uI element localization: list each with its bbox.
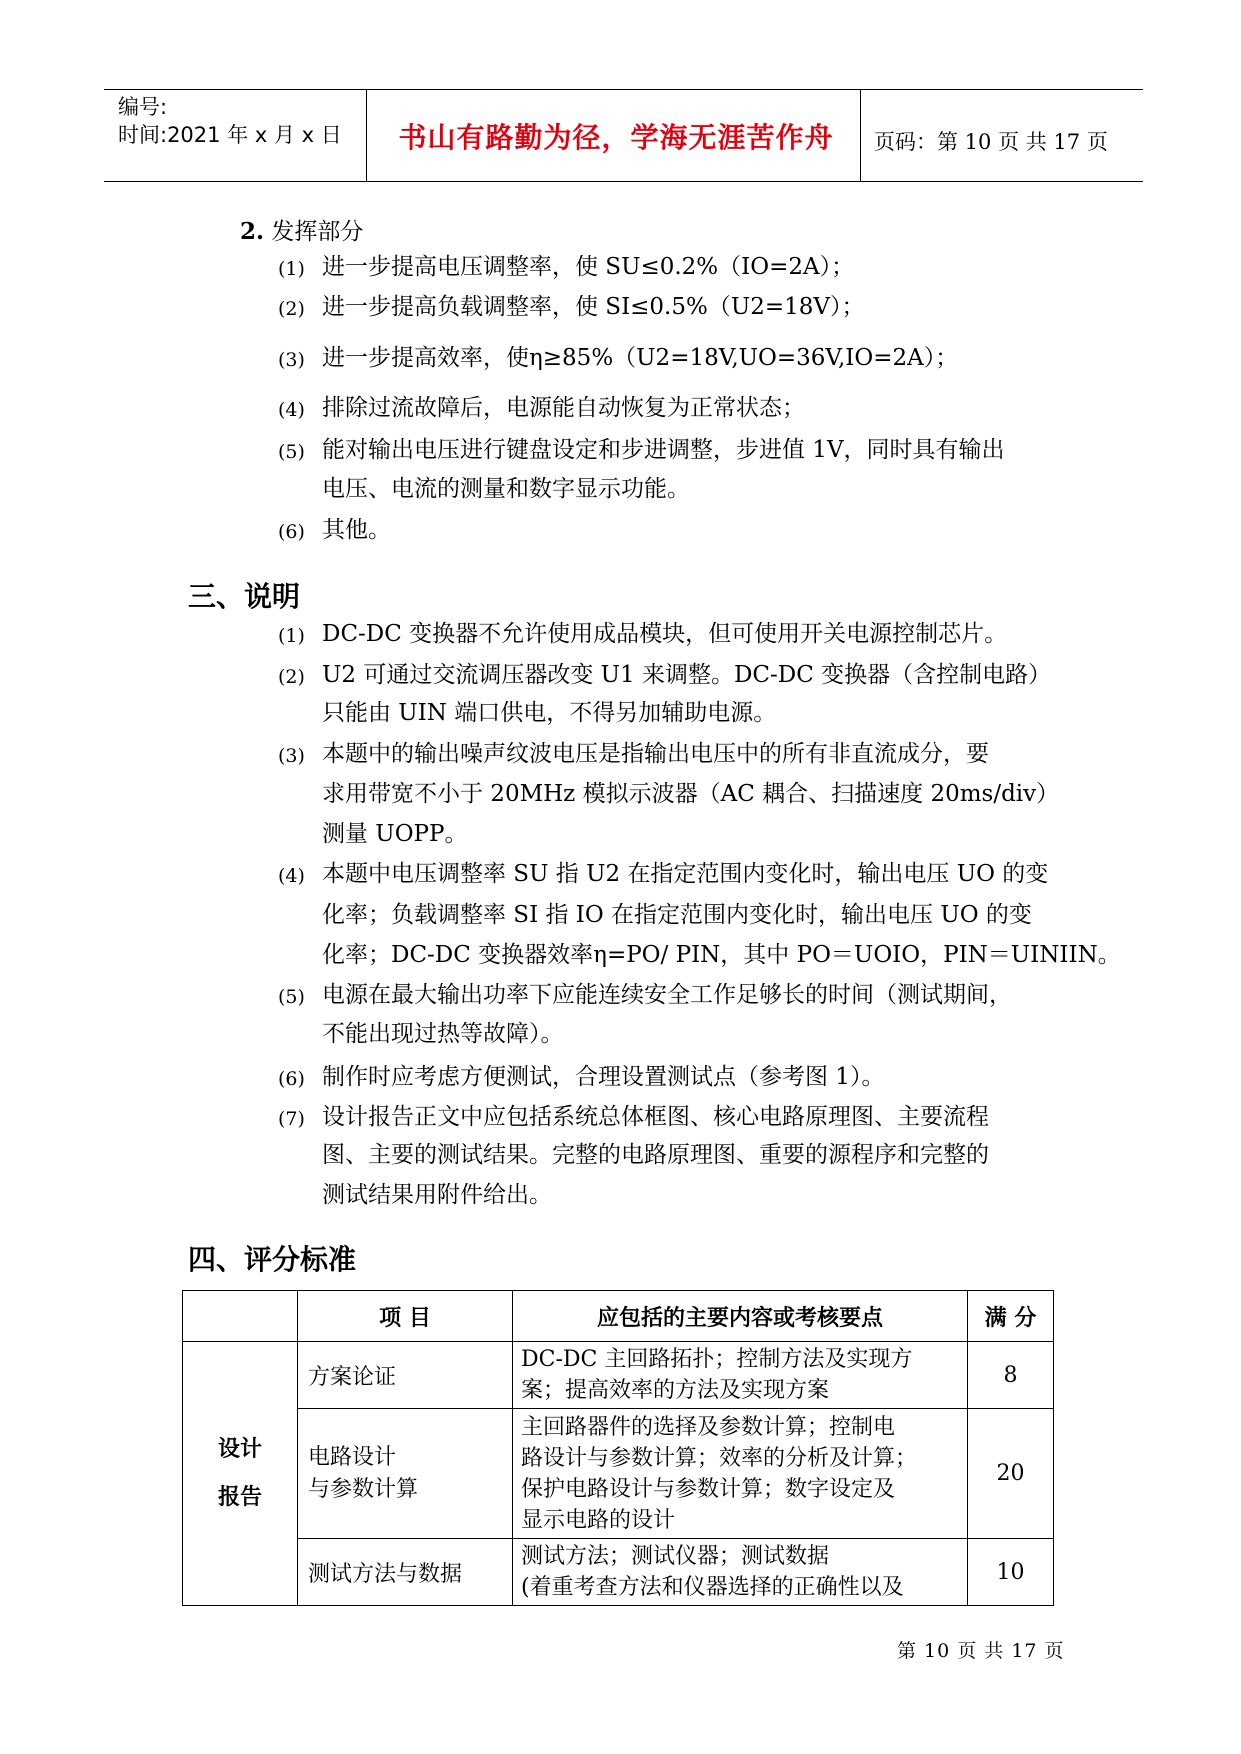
table-category-cell [183, 1342, 298, 1606]
list-item-line: 测量 UOPP。 [322, 821, 468, 847]
list-item-number: (2) [278, 666, 305, 688]
item-line: 与参数计算 [308, 1476, 419, 1502]
table-row [183, 1539, 1054, 1606]
list-item-line: 化率；DC-DC 变换器效率η=PO/ PIN，其中 PO＝UOIO，PIN＝UINIIN。 [322, 942, 1121, 968]
list-item-line: 电压、电流的测量和数字显示功能。 [322, 476, 690, 502]
list-item-line: 本题中的输出噪声纹波电压是指输出电压中的所有非直流成分，要 [322, 741, 989, 767]
table-item-cell [298, 1342, 513, 1409]
page-footer: 第 10 页 共 17 页 [897, 1640, 1065, 1662]
list-item-number: (4) [278, 399, 305, 421]
header-meta [118, 93, 342, 149]
content-line: DC-DC 主回路拓扑；控制方法及实现方 [521, 1347, 913, 1372]
header-bottom-rule [104, 181, 1143, 182]
part2-heading [240, 213, 363, 246]
list-item-line: 设计报告正文中应包括系统总体框图、核心电路原理图、主要流程 [322, 1104, 989, 1130]
table-header-cell: 满 分 [968, 1291, 1054, 1342]
list-item-line: 进一步提高电压调整率，使 SU≤0.2%（IO=2A）； [322, 254, 855, 280]
list-item-number: (1) [278, 258, 305, 280]
list-item-line: 求用带宽不小于 20MHz 模拟示波器（AC 耦合、扫描速度 20ms/div） [322, 781, 1060, 807]
list-item-number: (5) [278, 441, 305, 463]
table-content-cell [513, 1342, 968, 1409]
list-item-number: (7) [278, 1108, 305, 1130]
item-line: 方案论证 [308, 1364, 397, 1390]
list-item-number: (2) [278, 298, 305, 320]
table-header-cell [183, 1291, 298, 1342]
content-line: 主回路器件的选择及参数计算；控制电 [521, 1414, 896, 1440]
category-line: 报告 [217, 1484, 262, 1510]
table-header-row [183, 1291, 1054, 1342]
list-item-line: 进一步提高效率，使η≥85%（U2=18V,UO=36V,IO=2A）； [322, 345, 959, 371]
content-line: 测试方法；测试仪器；测试数据 [521, 1544, 830, 1569]
list-item-number: (6) [278, 1068, 305, 1090]
list-item-number: (5) [278, 986, 305, 1008]
content-line: 路设计与参数计算；效率的分析及计算； [521, 1445, 918, 1471]
header-top-rule [104, 89, 1143, 90]
table-item-cell [298, 1409, 513, 1539]
list-item-line: U2 可通过交流调压器改变 U1 来调整。DC-DC 变换器（含控制电路） [322, 662, 1052, 688]
list-item-line: 制作时应考虑方便测试，合理设置测试点（参考图 1）。 [322, 1064, 885, 1090]
part2-heading-title: 发挥部分 [271, 219, 364, 245]
table-score-cell: 8 [968, 1342, 1054, 1409]
content-line: (着重考查方法和仪器选择的正确性以及 [521, 1575, 904, 1600]
content-line: 保护电路设计与参数计算；数字设定及 [521, 1476, 896, 1502]
list-item-line: 进一步提高负载调整率，使 SI≤0.5%（U2=18V）； [322, 294, 865, 320]
content-line: 显示电路的设计 [521, 1507, 676, 1533]
list-item-line: 其他。 [322, 517, 391, 543]
header-divider [860, 89, 861, 181]
table-score-cell: 20 [968, 1409, 1054, 1539]
list-item-line: 测试结果用附件给出。 [322, 1182, 552, 1208]
header-divider [366, 89, 367, 181]
item-line: 测试方法与数据 [308, 1561, 463, 1587]
header-number-label: 编号: [118, 95, 168, 119]
scoring-table [182, 1290, 1054, 1606]
table-score-cell: 10 [968, 1539, 1054, 1606]
list-item-line: 排除过流故障后，电源能自动恢复为正常状态； [322, 395, 805, 421]
list-item-line: 化率；负载调整率 SI 指 IO 在指定范围内变化时，输出电压 UO 的变 [322, 902, 1032, 928]
list-item-number: (4) [278, 865, 305, 887]
header-time-label: 时间:2021 年 x 月 x 日 [118, 123, 342, 147]
table-header-cell: 应包括的主要内容或考核要点 [513, 1291, 968, 1342]
table-row [183, 1342, 1054, 1409]
part2-heading-number: 2. [240, 218, 265, 245]
list-item-line: 本题中电压调整率 SU 指 U2 在指定范围内变化时，输出电压 UO 的变 [322, 861, 1049, 887]
header-motto: 书山有路勤为径，学海无涯苦作舟 [398, 121, 834, 154]
list-item-line: 图、主要的测试结果。完整的电路原理图、重要的源程序和完整的 [322, 1142, 989, 1168]
list-item-line: DC-DC 变换器不允许使用成品模块，但可使用开关电源控制芯片。 [322, 621, 1008, 647]
list-item-line: 能对输出电压进行键盘设定和步进调整，步进值 1V，同时具有输出 [322, 437, 1005, 463]
table-row [183, 1409, 1054, 1539]
list-item-line: 不能出现过热等故障）。 [322, 1021, 564, 1047]
list-item-line: 只能由 UIN 端口供电，不得另加辅助电源。 [322, 700, 777, 726]
table-content-cell [513, 1539, 968, 1606]
section4-title: 四、评分标准 [188, 1243, 357, 1276]
content-line: 案；提高效率的方法及实现方案 [521, 1378, 830, 1403]
category-line: 设计 [217, 1436, 262, 1462]
list-item-number: (1) [278, 625, 305, 647]
item-line: 电路设计 [308, 1444, 397, 1470]
list-item-number: (3) [278, 349, 305, 371]
table-content-cell [513, 1409, 968, 1539]
list-item-number: (3) [278, 745, 305, 767]
list-item-line: 电源在最大输出功率下应能连续安全工作足够长的时间（测试期间， [322, 982, 1012, 1008]
table-item-cell [298, 1539, 513, 1606]
section3-title: 三、说明 [188, 580, 301, 613]
header-page-label: 页码：第 10 页 共 17 页 [874, 130, 1108, 154]
list-item-number: (6) [278, 521, 305, 543]
table-header-cell: 项 目 [298, 1291, 513, 1342]
